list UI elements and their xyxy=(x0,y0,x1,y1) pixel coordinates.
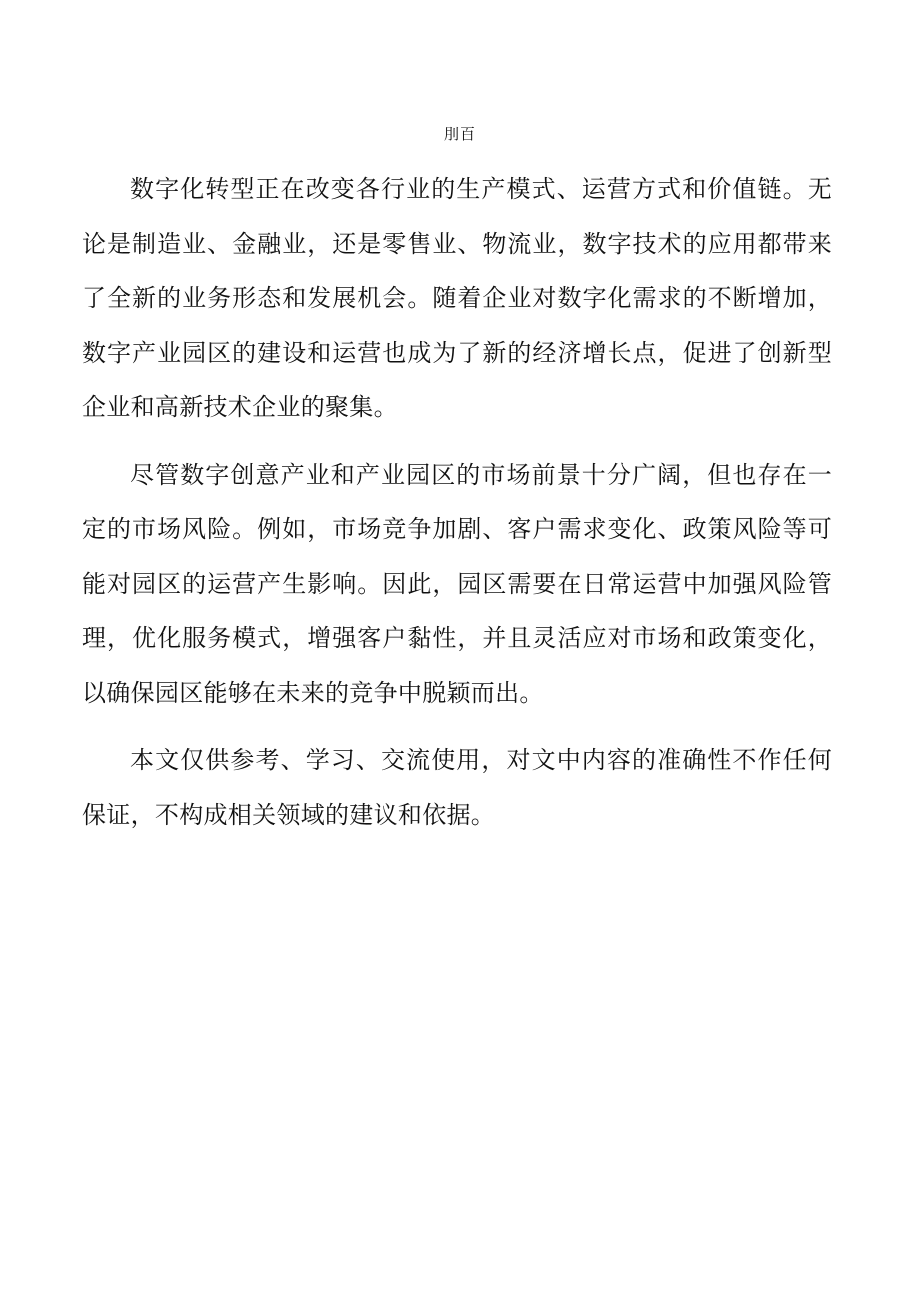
page-heading: 刖百 xyxy=(443,125,476,143)
paragraph-disclaimer: 本文仅供参考、学习、交流使用，对文中内容的准确性不作任何保证，不构成相关领域的建议和依据。 xyxy=(82,746,832,829)
paragraph-intro: 数字化转型正在改变各行业的生产模式、运营方式和价值链。无论是制造业、金融业，还是零售业、物流业，数字技术的应用都带来了全新的业务形态和发展机会。随着企业对数字化需求的不断增加，数字产业园区的建设和运营也成为了新的经济增长点，促进了创新型企业和高新技术企业的聚集。 xyxy=(82,175,832,421)
document-body xyxy=(82,162,832,855)
paragraph-risk: 尽管数字创意产业和产业园区的市场前景十分广阔，但也存在一定的市场风险。例如，市场竞争加剧、客户需求变化、政策风险等可能对园区的运营产生影响。因此，园区需要在日常运营中加强风险管理，优化服务模式，增强客户黏性，并且灵活应对市场和政策变化，以确保园区能够在未来的竞争中脱颖而出。 xyxy=(82,460,832,707)
